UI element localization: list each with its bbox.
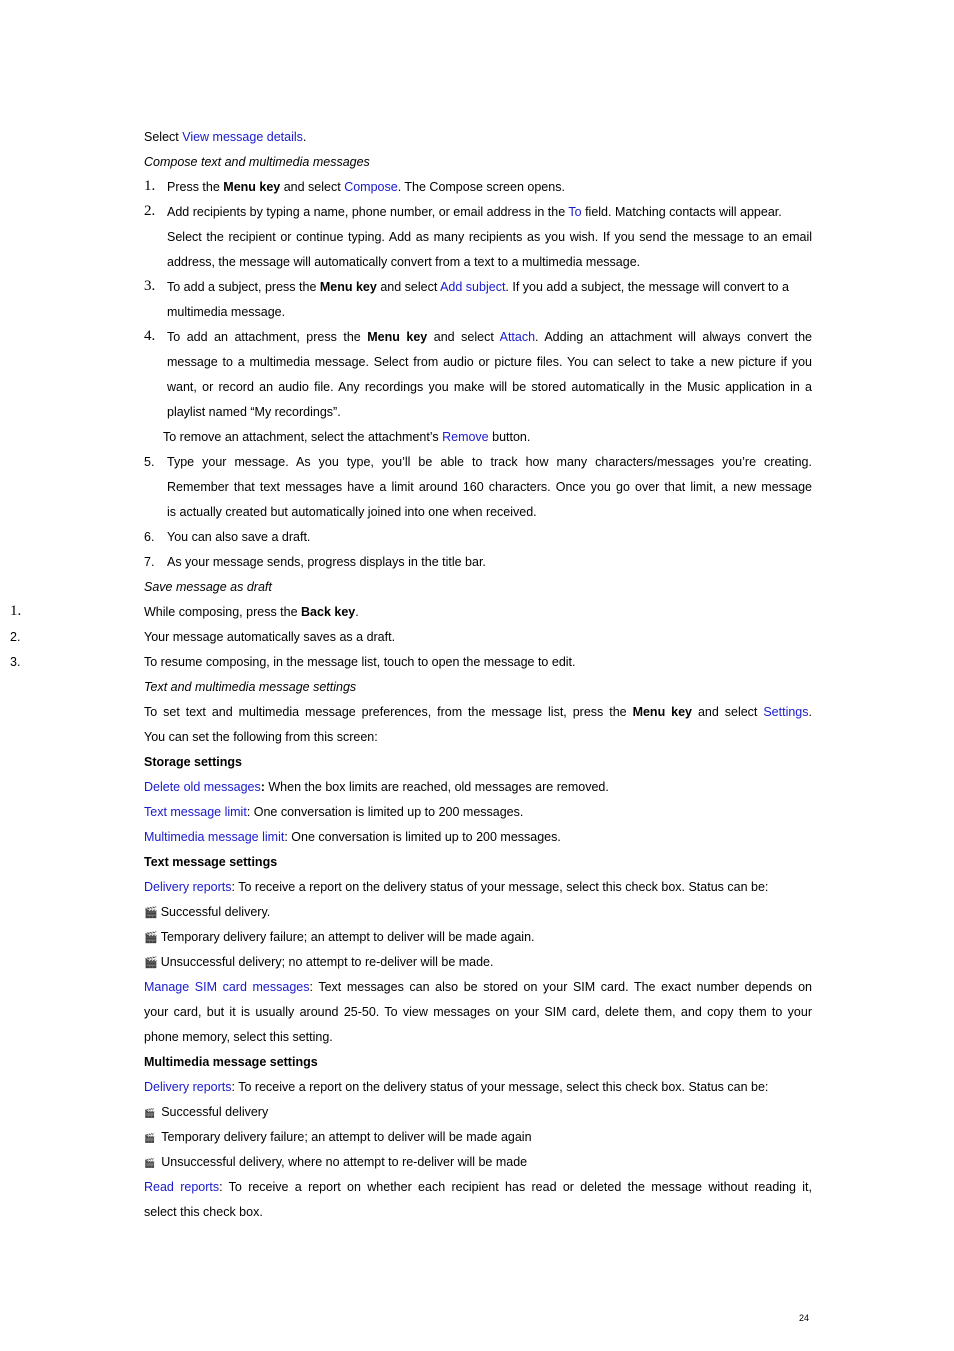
compose-step-3-cont: multimedia message. <box>167 305 286 319</box>
multimedia-message-limit-link[interactable]: Multimedia message limit <box>144 830 285 844</box>
list-number: 2. <box>144 203 156 219</box>
manage-sim-messages: Manage SIM card messages: Text messages can also be stored on your SIM card. The exact number depends on <box>144 980 812 994</box>
compose-step-1: Press the Menu key and select Compose. The Compose screen opens. <box>167 180 565 194</box>
back-key-label: Back key <box>301 605 356 619</box>
manage-sim-messages-cont: phone memory, select this setting. <box>144 1030 333 1044</box>
settings-link[interactable]: Settings <box>763 705 809 719</box>
read-reports-cont: select this check box. <box>144 1205 263 1219</box>
heading-text-message-settings: Text message settings <box>144 855 278 869</box>
compose-step-3: To add a subject, press the Menu key and select Add subject. If you add a subject, the message will convert to a <box>167 280 789 294</box>
read-reports: Read reports: To receive a report on whether each recipient has read or deleted the message without reading it, <box>144 1180 812 1194</box>
compose-step-4-cont: message to a multimedia message. Select from audio or picture files. You can select to take a new picture if you <box>167 355 812 369</box>
remove-attachment-note: To remove an attachment, select the attachment’s Remove button. <box>163 430 531 444</box>
section-heading-draft: Save message as draft <box>144 580 272 594</box>
list-number: 7. <box>144 555 155 569</box>
attach-link[interactable]: Attach <box>499 330 536 344</box>
clapperboard-icon: 🎬 <box>144 907 158 919</box>
clapperboard-icon: 🎬 <box>144 1158 156 1168</box>
compose-step-2: Add recipients by typing a name, phone number, or email address in the To field. Matching contacts will appear. <box>167 205 782 219</box>
draft-step-2: Your message automatically saves as a draft. <box>144 630 396 644</box>
list-number: 2. <box>10 630 21 644</box>
compose-step-5-cont: is actually created but automatically joined into one when received. <box>167 505 537 519</box>
compose-step-4-cont: want, or record an audio file. Any recordings you make will be stored automatically in the Music application in a <box>167 380 812 394</box>
to-field-link[interactable]: To <box>568 205 582 219</box>
list-number: 5. <box>144 455 155 469</box>
bullet-item: 🎬 Successful delivery. <box>144 905 271 919</box>
delivery-reports-link[interactable]: Delivery reports <box>144 880 232 894</box>
list-number: 4. <box>144 328 156 344</box>
manage-sim-card-messages-link[interactable]: Manage SIM card messages <box>144 980 310 994</box>
text: Select <box>144 130 183 144</box>
clapperboard-icon: 🎬 <box>144 1133 156 1143</box>
list-number: 1. <box>144 178 156 194</box>
bullet-item: 🎬 Successful delivery <box>144 1105 269 1119</box>
section-heading-settings: Text and multimedia message settings <box>144 680 357 694</box>
storage-item-text-limit: Text message limit: One conversation is limited up to 200 messages. <box>144 805 524 819</box>
compose-step-4-cont: playlist named “My recordings”. <box>167 405 341 419</box>
manage-sim-messages-cont: your card, but it is usually around 25-50. To view messages on your SIM card, delete them, and copy them to your <box>144 1005 812 1019</box>
menu-key-label: Menu key <box>632 705 692 719</box>
clapperboard-icon: 🎬 <box>144 1108 156 1118</box>
compose-link[interactable]: Compose <box>344 180 398 194</box>
compose-step-2-cont: address, the message will automatically convert from a text to a multimedia message. <box>167 255 641 269</box>
heading-multimedia-message-settings: Multimedia message settings <box>144 1055 318 1069</box>
heading-storage-settings: Storage settings <box>144 755 242 769</box>
compose-step-5-cont: Remember that text messages have a limit around 160 characters. Once you go over that limit, a new message <box>167 480 812 494</box>
remove-link[interactable]: Remove <box>442 430 489 444</box>
list-number: 3. <box>10 655 21 669</box>
bullet-item: 🎬 Unsuccessful delivery, where no attempt to re-deliver will be made <box>144 1155 528 1169</box>
list-number: 1. <box>10 603 22 619</box>
menu-key-label: Menu key <box>223 180 281 194</box>
section-heading-compose: Compose text and multimedia messages <box>144 155 370 169</box>
list-number: 3. <box>144 278 156 294</box>
bullet-item: 🎬 Unsuccessful delivery; no attempt to re-deliver will be made. <box>144 955 494 969</box>
bullet-item: 🎬 Temporary delivery failure; an attempt to deliver will be made again. <box>144 930 535 944</box>
compose-step-6: You can also save a draft. <box>167 530 311 544</box>
intro-line <box>144 129 812 145</box>
view-message-details-link[interactable]: View message details <box>182 130 303 144</box>
delete-old-messages-link[interactable]: Delete old messages <box>144 780 261 794</box>
text-message-limit-link[interactable]: Text message limit <box>144 805 247 819</box>
text-delivery-reports: Delivery reports: To receive a report on the delivery status of your message, select this check box. Status can be: <box>144 880 769 894</box>
bullet-item: 🎬 Temporary delivery failure; an attempt to deliver will be made again <box>144 1130 532 1144</box>
compose-step-7: As your message sends, progress displays in the title bar. <box>167 555 486 569</box>
compose-step-2-cont: Select the recipient or continue typing. Add as many recipients as you wish. If you send the message to an email <box>167 230 812 244</box>
add-subject-link[interactable]: Add subject <box>440 280 506 294</box>
list-number: 6. <box>144 530 155 544</box>
settings-intro-cont: You can set the following from this screen: <box>144 730 378 744</box>
compose-step-4: To add an attachment, press the Menu key and select Attach. Adding an attachment will always convert the <box>167 330 812 344</box>
delivery-reports-link[interactable]: Delivery reports <box>144 1080 232 1094</box>
draft-step-1: While composing, press the Back key. <box>144 605 359 619</box>
compose-step-5: Type your message. As you type, you’ll be able to track how many characters/messages you’re creating. <box>167 455 812 469</box>
storage-item-mms-limit: Multimedia message limit: One conversation is limited up to 200 messages. <box>144 830 561 844</box>
read-reports-link[interactable]: Read reports <box>144 1180 220 1194</box>
settings-intro: To set text and multimedia message preferences, from the message list, press the Menu key and select Settings. <box>144 705 812 719</box>
mms-delivery-reports: Delivery reports: To receive a report on the delivery status of your message, select this check box. Status can be: <box>144 1080 769 1094</box>
storage-item-delete-old: Delete old messages: When the box limits are reached, old messages are removed. <box>144 780 609 794</box>
clapperboard-icon: 🎬 <box>144 932 158 944</box>
menu-key-label: Menu key <box>367 330 428 344</box>
text: . <box>302 130 307 144</box>
clapperboard-icon: 🎬 <box>144 957 158 969</box>
menu-key-label: Menu key <box>319 280 377 294</box>
page-number: 24 <box>799 1313 810 1323</box>
draft-step-3: To resume composing, in the message list, touch to open the message to edit. <box>144 655 576 669</box>
